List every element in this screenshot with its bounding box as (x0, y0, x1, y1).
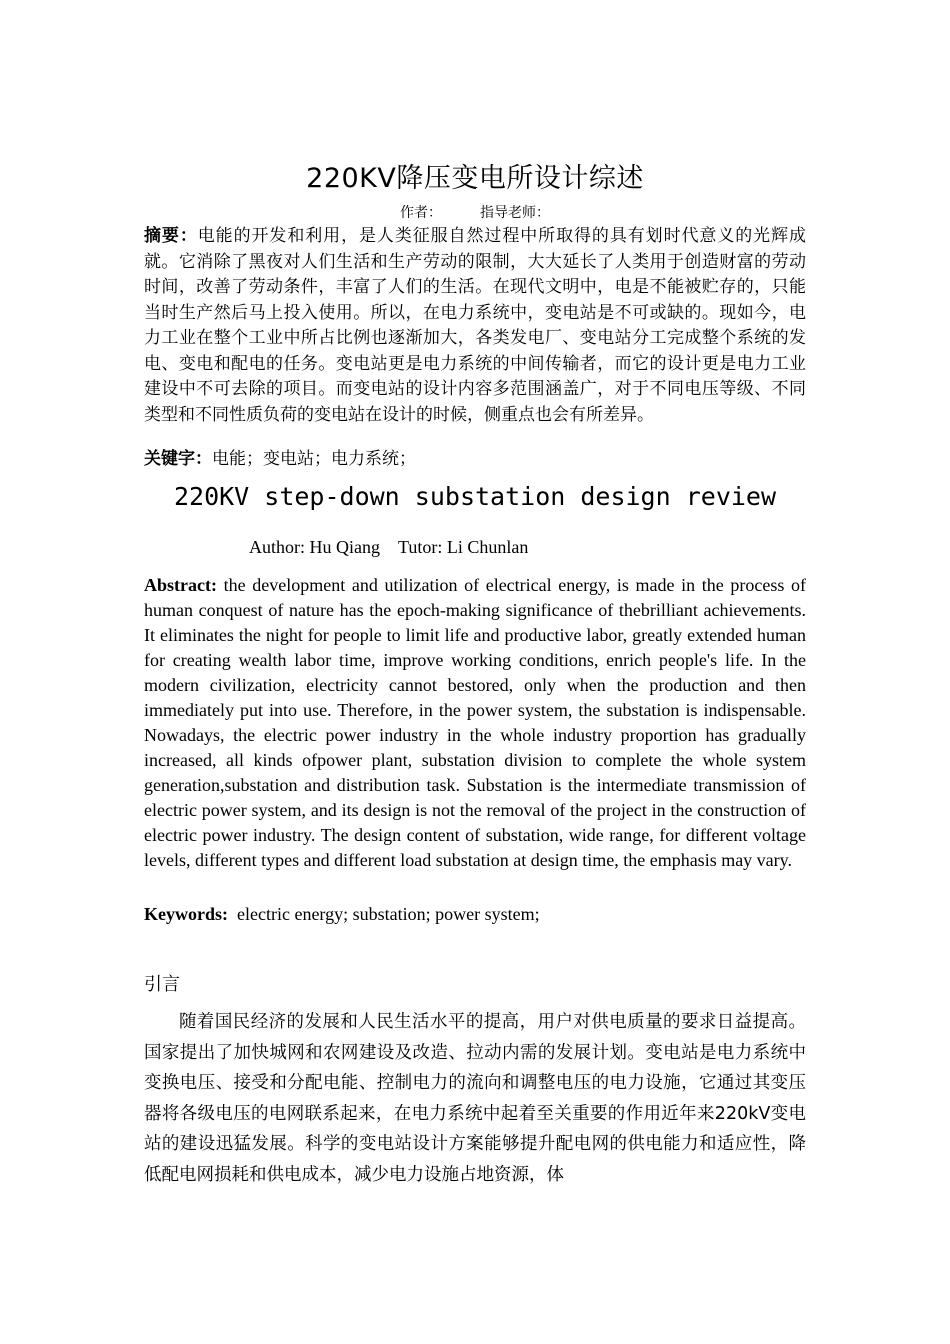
chinese-author-line (0, 202, 950, 222)
english-abstract (144, 573, 806, 873)
english-keywords-text: electric energy; substation; power system; (228, 904, 540, 924)
introduction-heading: 引言 (144, 974, 180, 995)
english-tutor: Tutor: Li Chunlan (397, 537, 529, 557)
english-author: Author: Hu Qiang (249, 537, 380, 557)
english-author-line (249, 537, 528, 558)
tutor-label: 指导老师： (480, 205, 550, 221)
chinese-abstract-text: 电能的开发和利用，是人类征服自然过程中所取得的具有划时代意义的光辉成就。它消除了黑夜对人们生活和生产劳动的限制，大大延长了人类用于创造财富的劳动时间，改善了劳动条件，丰富了人们的生活。在现代文明中，电是不能被贮存的，只能当时生产然后马上投入使用。所以，在电力系统中，变电站是不可或缺的。现如今，电力工业在整个工业中所占比例也逐渐加大，各类发电厂、变电站分工完成整个系统的发电、变电和配电的任务。变电站更是电力系统的中间传输者，而它的设计更是电力工业建设中不可去除的项目。而变电站的设计内容多范围涵盖广，对于不同电压等级、不同类型和不同性质负荷的变电站在设计的时候，侧重点也会有所差异。 (144, 226, 806, 425)
chinese-keywords-text: 电能；变电站；电力系统； (212, 449, 416, 469)
english-abstract-text: the development and utilization of electrical energy, is made in the process of human conquest of nature has the epoch-making significance of thebrilliant achievements. It eliminates the night for people to limit life and productive labor, greatly extended human for creating wealth labor time, improve working conditions, enrich people's life. In the modern civilization, electricity cannot bestored, only when the production and then immediately put into use. Therefore, in the power system, the substation is indispensable. Nowadays, the electric power industry in the whole industry proportion has gradually increased, all kinds ofpower plant, substation division to complete the whole system generation,substation and distribution task. Substation is the intermediate transmission of electric power system, and its design is not the removal of the project in the construction of electric power industry. The design content of substation, wide range, for different voltage levels, different types and different load substation at design time, the emphasis may vary. (144, 575, 806, 870)
chinese-keywords-label: 关键字： (144, 449, 212, 469)
chinese-abstract-label: 摘要： (144, 226, 198, 246)
english-title: 220KV step-down substation design review (173, 482, 777, 511)
chinese-title: 220KV降压变电所设计综述 (306, 163, 644, 194)
chinese-abstract (144, 224, 806, 428)
chinese-keywords (144, 447, 806, 473)
author-label: 作者： (400, 205, 442, 221)
introduction-paragraph: 随着国民经济的发展和人民生活水平的提高，用户对供电质量的要求日益提高。国家提出了加快城网和农网建设及改造、拉动内需的发展计划。变电站是电力系统中变换电压、接受和分配电能、控制电力的流向和调整电压的电力设施，它通过其变压器将各级电压的电网联系起来，在电力系统中起着至关重要的作用近年来220kV变电站的建设迅猛发展。科学的变电站设计方案能够提升配电网的供电能力和适应性，降低配电网损耗和供电成本，减少电力设施占地资源，体 (144, 1012, 806, 1185)
english-keywords-label: Keywords: (144, 904, 228, 924)
english-keywords (144, 902, 806, 927)
english-abstract-label: Abstract: (144, 575, 217, 595)
